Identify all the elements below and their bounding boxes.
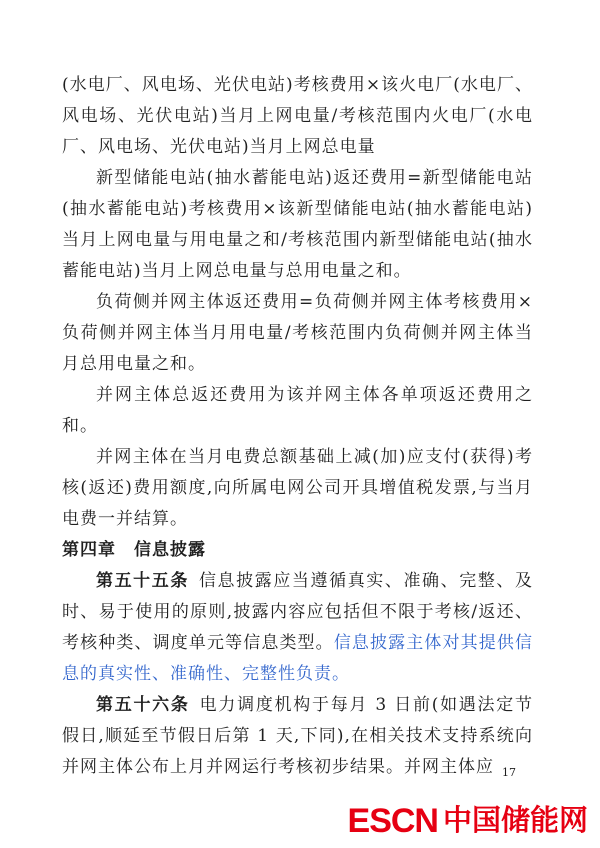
chapter-heading: 第四章 信息披露 bbox=[62, 540, 206, 560]
paragraph-load-side-formula: 负荷侧并网主体返还费用=负荷侧并网主体考核费用×负荷侧并网主体当月用电量/考核范围内负荷侧并网主体当月总用电量之和。 bbox=[62, 292, 533, 374]
article-56-text: 电力调度机构于每月 3 日前(如遇法定节假日,顺延至节假日后第 1 天,下同),在相关技术支持系统向并网主体公布上月并网运行考核初步结果。并网主体应 bbox=[62, 695, 533, 777]
paragraph-article-55 bbox=[62, 566, 533, 690]
paragraph-invoice-settlement: 并网主体在当月电费总额基础上减(加)应支付(获得)考核(返还)费用额度,向所属电网公司开具增值税发票,与当月电费一并结算。 bbox=[62, 447, 533, 529]
paragraph-thermal-plant-formula: (水电厂、风电场、光伏电站)考核费用×该火电厂(水电厂、风电场、光伏电站)当月上网电量/考核范围内火电厂(水电厂、风电场、光伏电站)当月上网总电量 bbox=[62, 75, 533, 157]
escn-logo bbox=[348, 804, 588, 838]
paragraph-total-refund: 并网主体总返还费用为该并网主体各单项返还费用之和。 bbox=[62, 385, 533, 436]
article-55-highlight-text: 信息披露主体对其提供信息的真实性、准确性、完整性负责。 bbox=[62, 633, 534, 684]
paragraph-article-56 bbox=[62, 690, 533, 783]
page-number: 17 bbox=[502, 766, 516, 779]
paragraph-storage-station-formula: 新型储能电站(抽水蓄能电站)返还费用=新型储能电站(抽水蓄能电站)考核费用×该新型储能电站(抽水蓄能电站)当月上网电量与用电量之和/考核范围内新型储能电站(抽水蓄能电站)当月上网总电量与总用电量之和。 bbox=[62, 168, 533, 281]
article-55-term: 第五十五条 bbox=[96, 571, 189, 591]
escn-logo-chinese: 中国储能网 bbox=[442, 804, 588, 837]
document-body bbox=[62, 70, 533, 783]
article-56-term: 第五十六条 bbox=[96, 695, 190, 715]
article-55-text: 信息披露应当遵循真实、准确、完整、及时、易于使用的原则,披露内容应包括但不限于考核/返还、考核种类、调度单元等信息类型。 bbox=[62, 571, 534, 653]
escn-logo-latin: ESCN bbox=[347, 802, 438, 840]
